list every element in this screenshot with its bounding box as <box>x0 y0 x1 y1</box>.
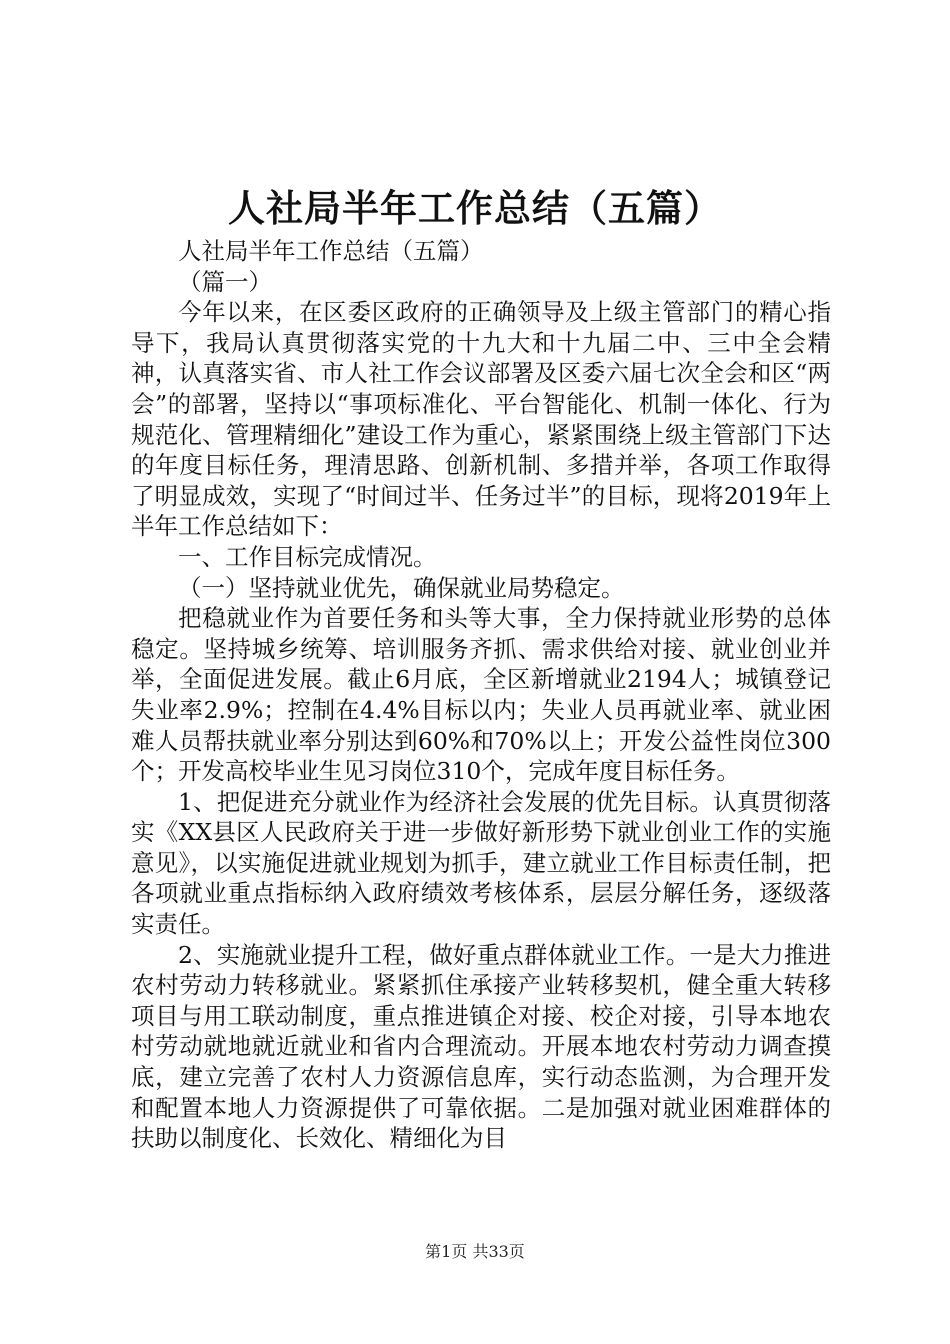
paragraph-section-one-heading: 一、工作目标完成情况。 <box>178 542 437 571</box>
paragraph-subtitle: 人社局半年工作总结（五篇） <box>178 237 484 265</box>
paragraph-item-two: 2、实施就业提升工程，做好重点群体就业工作。一是大力推进农村劳动力转移就业。紧紧抓住承接产业转移契机，健全重大转移项目与用工联动制度，重点推进镇企对接、校企对接，引导本地农村劳动就地就近就业和省内合理流动。开展本地农村劳动力调查摸底，建立完善了农村人力资源信息库，实行动态监测，为合理开发和配置本地人力资源提供了可靠依据。二是加强对就业困难群体的扶助以制度化、长效化、精细化为目 <box>131 940 831 1153</box>
paragraph-intro: 今年以来，在区委区政府的正确领导及上级主管部门的精心指导下，我局认真贯彻落实党的十九大和十九届二中、三中全会精神，认真落实省、市人社工作会议部署及区委六届七次全会和区“两会”的部署，坚持以“事项标准化、平台智能化、机制一体化、行为规范化、管理精细化”建设工作为重心，紧紧围绕上级主管部门下达的年度目标任务，理清思路、创新机制、多措并举，各项工作取得了明显成效，实现了“时间过半、任务过半”的目标，现将2019年上半年工作总结如下： <box>131 298 831 541</box>
page-number-footer: 第1页 共33页 <box>425 1242 525 1261</box>
document-title: 人社局半年工作总结（五篇） <box>228 186 722 230</box>
document-body <box>131 236 831 1154</box>
paragraph-employment-stability: 把稳就业作为首要任务和头等大事，全力保持就业形势的总体稳定。坚持城乡统筹、培训服务齐抓、需求供给对接、就业创业并举，全面促进发展。截止6月底，全区新增就业2194人；城镇登记失业率2.9%；控制在4.4%目标以内；失业人员再就业率、就业困难人员帮扶就业率分别达到60%和70%以上；开发公益性岗位300个；开发高校毕业生见习岗位310个，完成年度目标任务。 <box>131 604 831 786</box>
paragraph-subsection-one-heading: （一）坚持就业优先，确保就业局势稳定。 <box>178 573 625 602</box>
paragraph-part-one-heading: （篇一） <box>178 267 272 296</box>
paragraph-item-one: 1、把促进充分就业作为经济社会发展的优先目标。认真贯彻落实《XX县区人民政府关于进一步做好新形势下就业创业工作的实施意见》，以实施促进就业规划为抓手，建立就业工作目标责任制，把各项就业重点指标纳入政府绩效考核体系，层层分解任务，逐级落实责任。 <box>131 787 831 939</box>
